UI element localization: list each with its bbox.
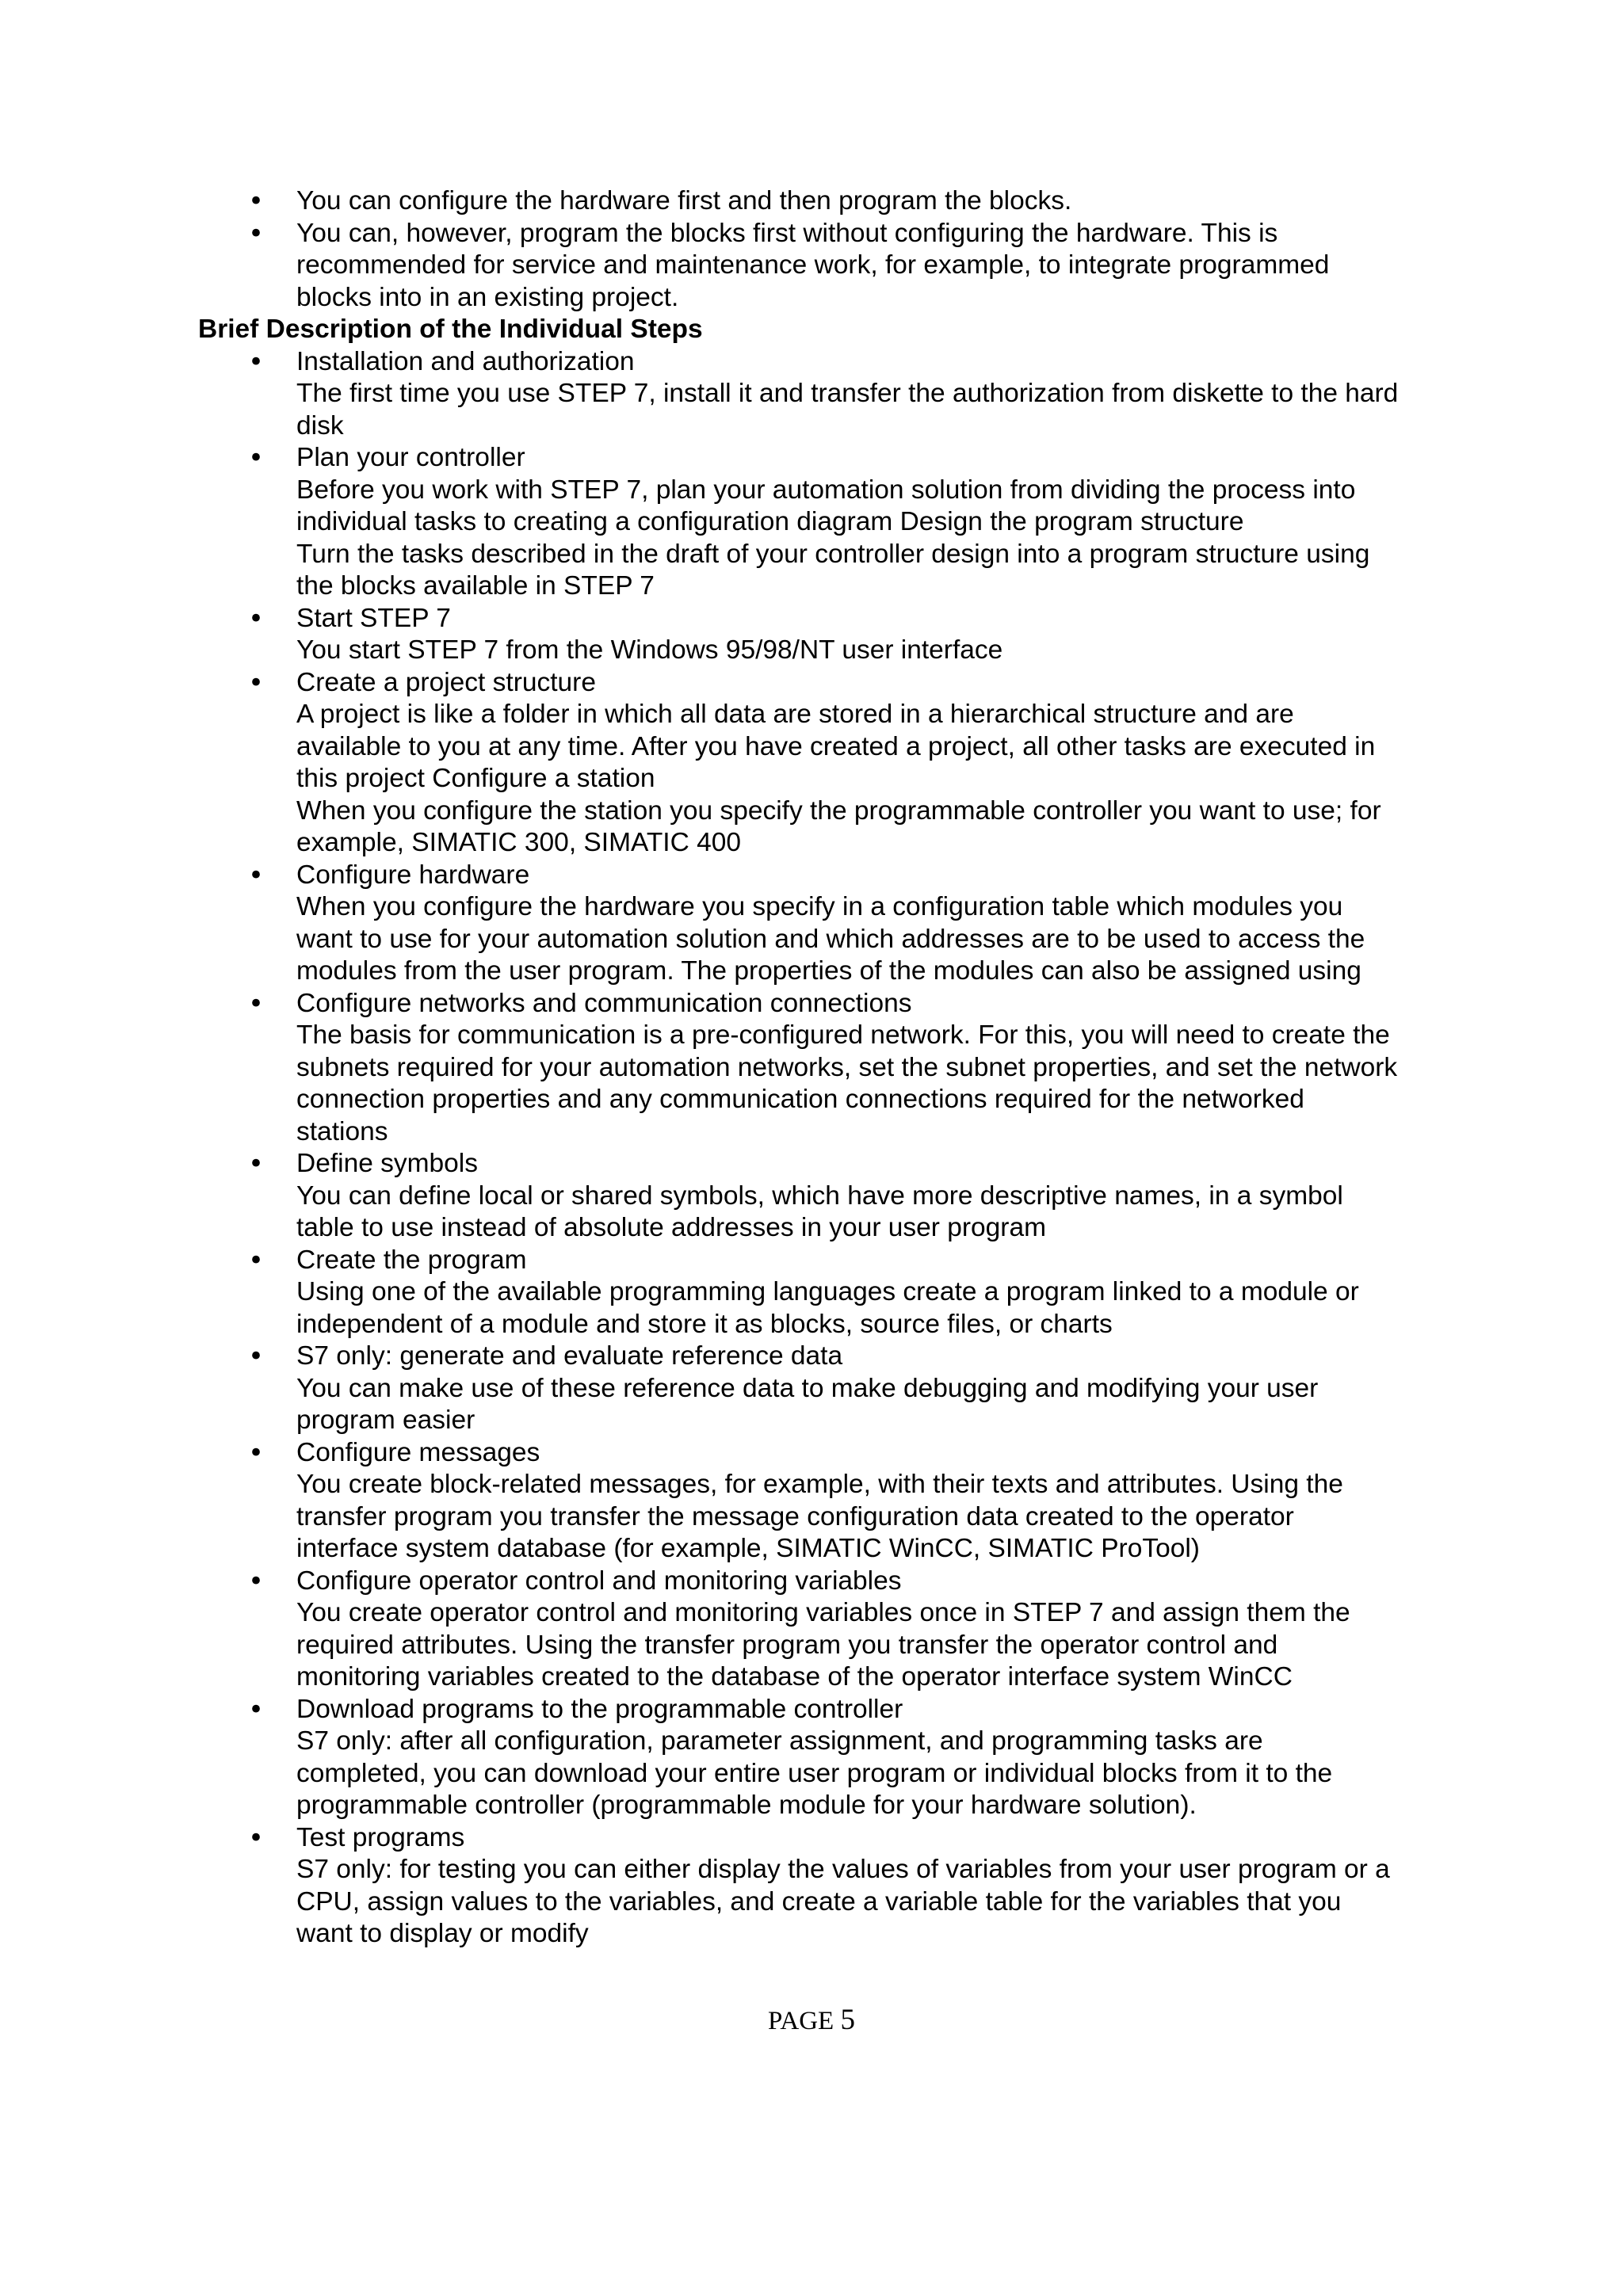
- page-number: 5: [840, 2004, 855, 2036]
- list-item-text: example, SIMATIC 300, SIMATIC 400: [296, 828, 742, 857]
- bullet-icon: •: [248, 217, 264, 249]
- list-item-title: Create a project structure: [296, 667, 596, 697]
- list-item-title: Configure messages: [296, 1437, 540, 1467]
- list-item-title: You can configure the hardware first and then program the blocks.: [296, 186, 1072, 215]
- list-item: [248, 1693, 1450, 1822]
- list-item-title: Installation and authorization: [296, 346, 635, 376]
- bullet-icon: •: [248, 602, 264, 634]
- list-item-text: S7 only: after all configuration, parameter assignment, and programming tasks are: [296, 1726, 1263, 1756]
- list-item-title: S7 only: generate and evaluate reference data: [296, 1341, 843, 1371]
- list-item-text: the blocks available in STEP 7: [296, 571, 655, 601]
- list-item-title: Download programs to the programmable controller: [296, 1694, 903, 1724]
- list-item-text: Before you work with STEP 7, plan your automation solution from dividing the process into: [296, 475, 1356, 505]
- list-item-text: A project is like a folder in which all data are stored in a hierarchical structure and are: [296, 700, 1294, 729]
- list-item-text: blocks into in an existing project.: [296, 282, 679, 312]
- list-item-text: stations: [296, 1116, 388, 1146]
- list-item: [248, 859, 1450, 988]
- list-item-title: Plan your controller: [296, 443, 525, 472]
- list-item-text: Using one of the available programming languages create a program linked to a module or: [296, 1277, 1359, 1306]
- bullet-icon: •: [248, 1341, 264, 1371]
- list-item-text: You create operator control and monitoring variables once in STEP 7 and assign them the: [296, 1598, 1350, 1627]
- intro-list: [198, 185, 1450, 314]
- list-item-text: want to display or modify: [296, 1919, 589, 1948]
- list-item-title: Create the program: [296, 1245, 527, 1275]
- list-item: [248, 1341, 1450, 1437]
- list-item-text: When you configure the station you specify the programmable controller you want to use; for: [296, 795, 1381, 826]
- list-item: [248, 666, 1450, 860]
- list-item-text: program easier: [296, 1405, 475, 1435]
- list-item-title: Start STEP 7: [296, 603, 451, 633]
- list-item: [248, 1148, 1450, 1245]
- bullet-icon: •: [248, 345, 264, 377]
- list-item-text: interface system database (for example, SIMATIC WinCC, SIMATIC ProTool): [296, 1534, 1200, 1563]
- list-item-text: The first time you use STEP 7, install it and transfer the authorization from diskette to the hard: [296, 379, 1399, 408]
- list-item-text: recommended for service and maintenance work, for example, to integrate programmed: [296, 250, 1330, 280]
- list-item: [248, 987, 1450, 1149]
- page-footer: [0, 2004, 1623, 2037]
- list-item-text: want to use for your automation solution and which addresses are to be used to access the: [296, 924, 1365, 954]
- list-item-title: Configure hardware: [296, 860, 530, 890]
- list-item-text: table to use instead of absolute addresses in your user program: [296, 1213, 1046, 1242]
- list-item-title: Configure operator control and monitoring variables: [296, 1566, 902, 1596]
- list-item-text: S7 only: for testing you can either display the values of variables from your user program or a: [296, 1855, 1390, 1884]
- list-item-text: available to you at any time. After you have created a project, all other tasks are executed in: [296, 731, 1376, 761]
- bullet-icon: •: [248, 442, 264, 473]
- list-item-text: You can make use of these reference data to make debugging and modifying your user: [296, 1373, 1319, 1403]
- list-item-text: You start STEP 7 from the Windows 95/98/NT user interface: [296, 635, 1003, 665]
- list-item-text: independent of a module and store it as blocks, source files, or charts: [296, 1309, 1113, 1339]
- bullet-icon: •: [248, 1148, 264, 1179]
- list-item-title: Define symbols: [296, 1149, 479, 1178]
- bullet-icon: •: [248, 1821, 264, 1853]
- list-item-text: monitoring variables created to the database of the operator interface system WinCC: [296, 1662, 1293, 1691]
- page-content: [198, 185, 1450, 1951]
- list-item-text: disk: [296, 410, 344, 441]
- list-item-text: modules from the user program. The properties of the modules can also be assigned using: [296, 956, 1361, 986]
- bullet-icon: •: [248, 1693, 264, 1725]
- list-item-text: You can define local or shared symbols, which have more descriptive names, in a symbol: [296, 1180, 1343, 1211]
- list-item: [248, 345, 1450, 443]
- list-item-text: CPU, assign values to the variables, and create a variable table for the variables that you: [296, 1886, 1342, 1917]
- list-item-text: You create block-related messages, for example, with their texts and attributes. Using the: [296, 1470, 1343, 1499]
- list-item: [248, 1436, 1450, 1566]
- list-item: [248, 1821, 1450, 1951]
- section-heading: Brief Description of the Individual Steps: [198, 315, 703, 344]
- list-item-text: transfer program you transfer the message configuration data created to the operator: [296, 1501, 1294, 1531]
- list-item-text: this project Configure a station: [296, 764, 655, 793]
- list-item-title: Configure networks and communication connections: [296, 988, 912, 1018]
- list-item: [248, 442, 1450, 603]
- list-item: [248, 602, 1450, 667]
- list-item: [248, 1565, 1450, 1694]
- list-item-text: connection properties and any communication connections required for the networked: [296, 1085, 1304, 1114]
- list-item-text: programmable controller (programmable module for your hardware solution).: [296, 1791, 1197, 1820]
- list-item: [248, 217, 1450, 315]
- list-item-text: subnets required for your automation networks, set the subnet properties, and set the network: [296, 1052, 1398, 1082]
- bullet-icon: •: [248, 1565, 264, 1596]
- bullet-icon: •: [248, 1436, 264, 1468]
- steps-list: [198, 346, 1450, 1951]
- list-item: [248, 185, 1450, 218]
- page-label: PAGE: [768, 2007, 834, 2035]
- bullet-icon: •: [248, 859, 264, 891]
- list-item-title: Test programs: [296, 1822, 465, 1852]
- bullet-icon: •: [248, 987, 264, 1019]
- list-item-text: completed, you can download your entire user program or individual blocks from it to the: [296, 1758, 1333, 1788]
- list-item-text: required attributes. Using the transfer program you transfer the operator control and: [296, 1630, 1278, 1660]
- bullet-icon: •: [248, 666, 264, 698]
- list-item-text: The basis for communication is a pre-configured network. For this, you will need to create the: [296, 1020, 1390, 1050]
- bullet-icon: •: [248, 1244, 264, 1276]
- list-item: [248, 1244, 1450, 1341]
- bullet-icon: •: [248, 185, 264, 216]
- list-item-title: You can, however, program the blocks first without configuring the hardware. This is: [296, 218, 1278, 248]
- list-item-text: Turn the tasks described in the draft of your controller design into a program structure using: [296, 539, 1370, 569]
- list-item-text: individual tasks to creating a configuration diagram Design the program structure: [296, 507, 1244, 536]
- list-item-text: When you configure the hardware you specify in a configuration table which modules you: [296, 892, 1343, 921]
